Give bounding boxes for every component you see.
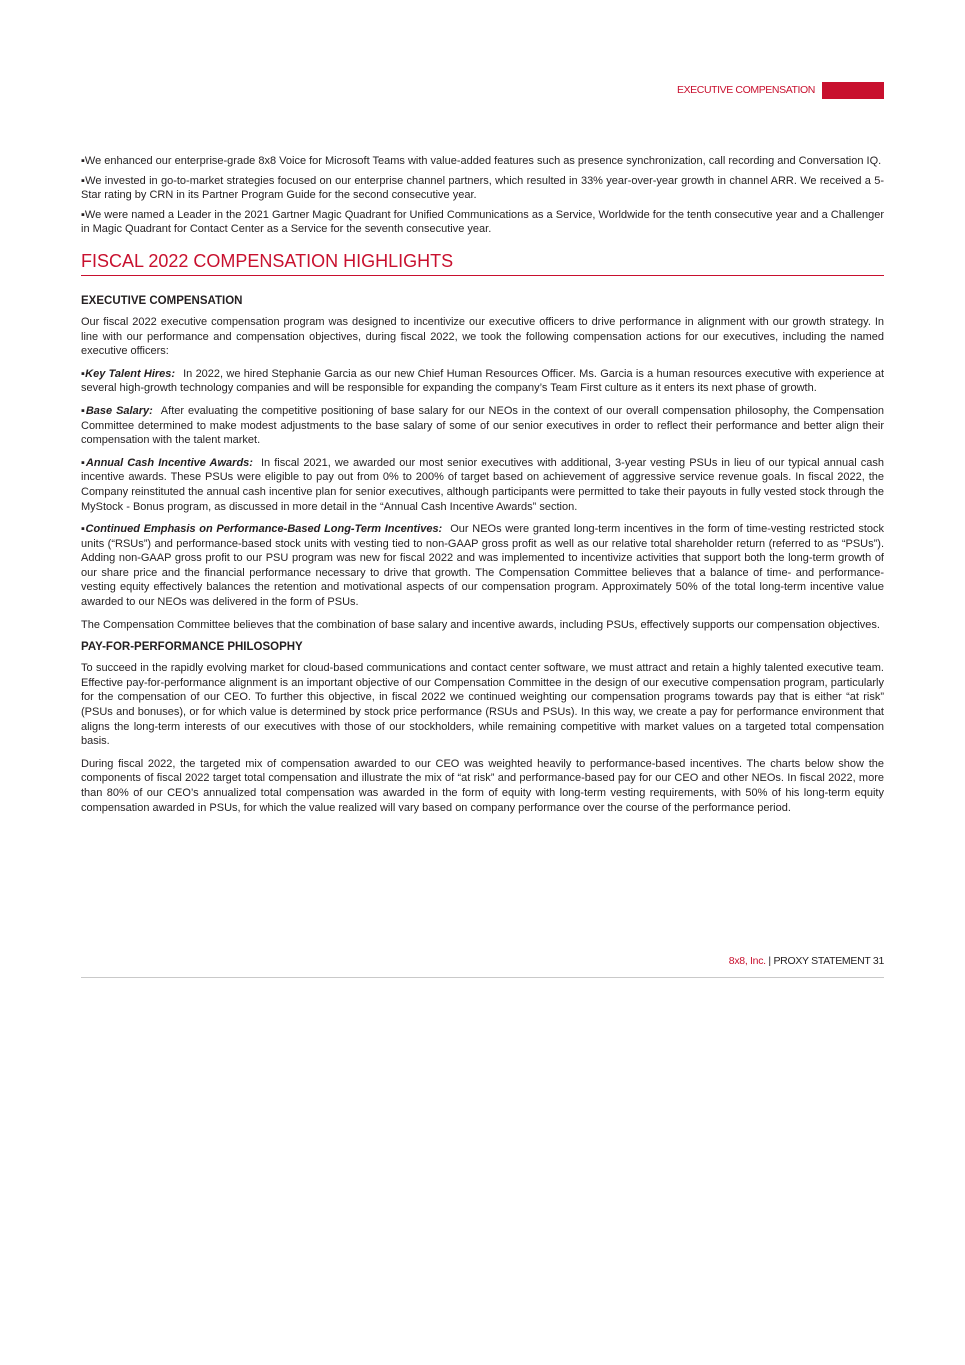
footer-separator: | (765, 955, 774, 967)
footer-doc-page: PROXY STATEMENT 31 (773, 955, 884, 967)
intro-bullet: ▪We invested in go-to-market strategies focused on our enterprise channel partners, which resulted in 33% year-over-year growth in channel ARR. We received a 5-Star rating by CRN in its Partner Program Guide for the second consecutive year. (81, 174, 884, 202)
bullet-lead: ▪Key Talent Hires: (81, 367, 176, 380)
comp-action-bullet (81, 522, 884, 610)
pay-for-performance-paragraph: To succeed in the rapidly evolving market for cloud-based communications and contact center software, we must attract and retain a highly talented executive team. Effective pay-for-performance alignment is an important objective of our Compensation Committee in the design of our executive compensation program, particularly for the compensation of our CEO. To further this objective, in fiscal 2022 we continued weighting our compensation programs towards pay that is either “at risk” (PSUs and bonuses), or for which value is determined by stock price performance (RSUs and PSUs). In this way, we create a pay for performance environment that aligns the long-term interests of our executives with those of our stockholders, while remaining competitive with market values on a targeted total compensation basis. (81, 662, 884, 748)
intro-bullet: ▪We enhanced our enterprise-grade 8x8 Voice for Microsoft Teams with value-added features such as presence synchronization, call recording and Conversation IQ. (81, 155, 882, 167)
section-label: EXECUTIVE COMPENSATION (676, 84, 815, 96)
exec-comp-intro: Our fiscal 2022 executive compensation program was designed to incentivize our executive officers to drive performance in alignment with our growth strategy. In line with our performance and compensation objectives, during fiscal 2022, we took the following compensation actions for our executives, including the named executive officers: (81, 315, 884, 358)
page-footer (81, 953, 884, 978)
intro-bullet-list (81, 154, 884, 237)
bullet-text: After evaluating the competitive positioning of base salary for our NEOs in the context of our overall compensation philosophy, the Compensation Committee determined to make modest adjustments to the base salary of some of our senior executives in order to reflect their performance and better align their compensation with the talent market. (81, 404, 884, 447)
pay-for-performance-paragraph: During fiscal 2022, the targeted mix of compensation awarded to our CEO was weighted heavily to performance-based incentives. The charts below show the components of fiscal 2022 target total compensation and illustrate the mix of “at risk” and performance-based pay for our CEO and other NEOs. In fiscal 2022, more than 80% of our CEO’s annualized total compensation was awarded in the form of equity with long-term vesting requirements, with 50% of his long-term equity compensation awarded in PSUs, for which the value realized will vary based on company performance over the course of the performance period. (81, 757, 884, 814)
comp-action-bullet (81, 456, 884, 514)
bullet-lead: ▪Continued Emphasis on Performance-Based Long-Term Incentives: (81, 523, 443, 536)
page-content (81, 154, 884, 823)
bullet-text: In fiscal 2021, we awarded our most senior executives with additional, 3-year vesting PSUs in lieu of our typical annual cash incentive awards. These PSUs were eligible to pay out from 0% to 200% of target based on achievement of aggressive service revenue goals. In fiscal 2022, the Company reinstituted the annual cash incentive plan for senior executives, although participants were permitted to take their payouts in fully vested stock through the MyStock - Bonus program, as discussed in more detail in the “Annual Cash Incentive Awards” section. (81, 456, 884, 513)
footer-text (729, 955, 884, 967)
intro-bullet: ▪We were named a Leader in the 2021 Gartner Magic Quadrant for Unified Communications as a Service, Worldwide for the tenth consecutive year and a Challenger in Magic Quadrant for Contact Center as a Service for the seventh consecutive year. (81, 208, 884, 236)
exec-comp-closing: The Compensation Committee believes that the combination of base salary and incentive awards, including PSUs, effectively supports our compensation objectives. (81, 618, 880, 631)
header-accent-bar (822, 82, 884, 99)
bullet-lead: ▪Annual Cash Incentive Awards: (81, 456, 253, 469)
exec-comp-heading: EXECUTIVE COMPENSATION (81, 294, 243, 307)
comp-action-bullet (81, 367, 884, 396)
comp-action-bullet (81, 404, 884, 448)
bullet-lead: ▪Base Salary: (81, 404, 153, 417)
bullet-text: In 2022, we hired Stephanie Garcia as our new Chief Human Resources Officer. Ms. Garcia is a human resources executive with experience at several high-growth technology companies and will be responsible for expanding the company’s Team First culture as it enters its next phase of growth. (81, 367, 884, 395)
footer-company: 8x8, Inc. (728, 955, 766, 967)
bullet-text: Our NEOs were granted long-term incentives in the form of time-vesting restricted stock units (“RSUs”) and performance-based stock units with vesting tied to non-GAAP gross profit as well as our relative total shareholder return (referred to as “PSUs”). Adding non-GAAP gross profit to our PSU program was new for fiscal 2022 and was implemented to incentivize activities that support both the long-term growth of our share price and the financial performance necessary to drive that growth. The Compensation Committee believes that a balance of time- and performance-vesting equity effectively balances the retention and motivational aspects of our compensation program. Approximately 50% of the total long-term incentive value awarded to our NEOs was delivered in the form of PSUs. (81, 523, 885, 609)
pay-for-performance-heading: PAY-FOR-PERFORMANCE PHILOSOPHY (81, 641, 303, 654)
section-title: FISCAL 2022 COMPENSATION HIGHLIGHTS (81, 250, 884, 276)
page-header (81, 82, 884, 99)
